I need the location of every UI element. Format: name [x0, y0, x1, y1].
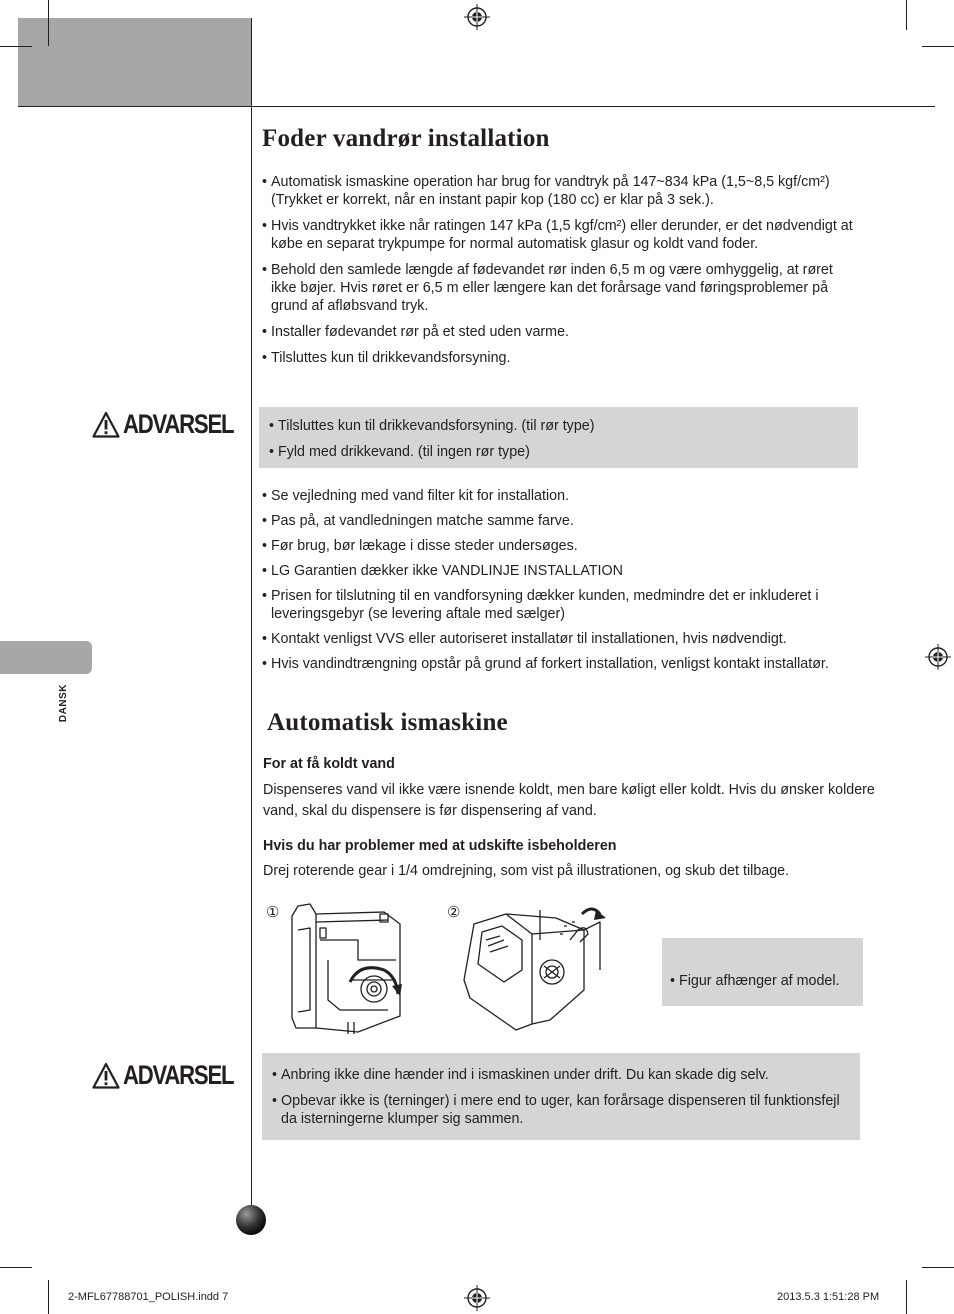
crop-mark: [922, 1267, 954, 1268]
list-item: • Automatisk ismaskine operation har brug for vandtryk på 147~834 kPa (1,5~8,5 kgf/cm²) (Trykket er korrekt, når en instant papir kop (180 cc) er klar på 3 sek.).: [262, 173, 877, 209]
list-item: • Fyld med drikkevand. (til ingen rør type): [269, 443, 848, 461]
list-item: • Hvis vandtrykket ikke når ratingen 147 kPa (1,5 kgf/cm²) eller derunder, er det nødvendigt at købe en separat trykpumpe for normal automatisk glasur og koldt vand foder.: [262, 217, 861, 253]
list-item: • Prisen for tilslutning til en vandforsyning dækker kunden, medmindre det er inkluderet i leveringsgebyr (se levering aftale med sælger): [262, 587, 872, 623]
warning-triangle-icon: [92, 411, 120, 439]
header-rule-left: [18, 106, 251, 107]
list-item: • Se vejledning med vand filter kit for installation.: [262, 487, 872, 505]
list-item: • Behold den samlede længde af fødevandet rør inden 6,5 m og være omhyggelig, at røret ikke bøjer. Hvis røret er 6,5 m eller længere kan det forårsage vand føringsproblemer på grund af afløbsvand tryk.: [262, 261, 851, 315]
list-item: • Hvis vandindtrængning opstår på grund af forkert installation, venligst kontakt installatør.: [262, 655, 831, 673]
warning-text: ADVARSEL: [123, 409, 234, 439]
warning-triangle-icon: [92, 1062, 120, 1090]
warning-box: [259, 407, 858, 468]
subheading: Hvis du har problemer med at udskifte isbeholderen: [263, 838, 617, 854]
header-gray-block: [18, 18, 251, 106]
footer-timestamp: 2013.5.3 1:51:28 PM: [777, 1291, 880, 1303]
list-item: • LG Garantien dækker ikke VANDLINJE INSTALLATION: [262, 562, 872, 580]
list-item: • Tilsluttes kun til drikkevandsforsyning. (til rør type): [269, 417, 848, 435]
install-notes-list: [262, 487, 872, 681]
language-tab: [0, 641, 92, 674]
section-title: Foder vandrør installation: [262, 125, 550, 152]
list-item: • Anbring ikke dine hænder ind i ismaskinen under drift. Du kan skade dig selv.: [272, 1066, 850, 1084]
column-divider: [251, 18, 252, 1234]
ice-bin-removal-illustration: [460, 900, 610, 1035]
list-item: • Tilsluttes kun til drikkevandsforsyning.: [262, 349, 877, 367]
crop-mark: [0, 46, 32, 47]
language-label: DANSK: [58, 684, 69, 723]
list-item: • Kontakt venligst VVS eller autoriseret installatør til installationen, hvis nødvendigt.: [262, 630, 872, 648]
crop-mark: [906, 0, 907, 30]
list-item: • Figur afhænger af model.: [670, 972, 855, 990]
ice-bin-gear-illustration: [288, 900, 413, 1035]
crop-mark: [906, 1280, 907, 1314]
list-item: • Installer fødevandet rør på et sted uden varme.: [262, 323, 877, 341]
crop-mark: [0, 1267, 32, 1268]
warning-list: [259, 407, 858, 461]
step-number: ①: [266, 904, 280, 921]
warning-list: [262, 1053, 860, 1128]
list-item: • Pas på, at vandledningen matche samme farve.: [262, 512, 872, 530]
paragraph: Drej roterende gear i 1/4 omdrejning, som vist på illustrationen, og skub det tilbage.: [263, 863, 790, 879]
list-item: • Opbevar ikke is (terninger) i mere end to uger, kan forårsage dispenseren til funktionsfejl da isterningerne klumper sig sammen.: [272, 1092, 850, 1128]
subheading: For at få koldt vand: [263, 756, 395, 772]
note-box: [662, 938, 863, 1006]
list-item: • Før brug, bør lækage i disse steder undersøges.: [262, 537, 872, 555]
install-bullet-list: [262, 173, 877, 375]
registration-mark-icon: [464, 1285, 490, 1311]
registration-mark-icon: [925, 644, 951, 670]
warning-box: [262, 1053, 860, 1140]
warning-label: [92, 1060, 258, 1091]
crop-mark: [48, 1280, 49, 1314]
section-title: Automatisk ismaskine: [267, 709, 508, 736]
warning-text: ADVARSEL: [123, 1060, 234, 1090]
warning-label: [92, 409, 258, 440]
header-rule: [251, 106, 935, 107]
footer-filename: 2-MFL67788701_POLISH.indd 7: [68, 1291, 229, 1303]
crop-mark: [48, 0, 49, 46]
step-number: ②: [447, 904, 461, 921]
page-number-dot: [236, 1205, 266, 1235]
crop-mark: [922, 46, 954, 47]
paragraph: Dispenseres vand vil ikke være isnende koldt, men bare køligt eller koldt. Hvis du ønsker koldere vand, skal du dispensere is før dispensering af vand.: [263, 782, 875, 819]
registration-mark-icon: [464, 4, 490, 30]
note-list: [662, 938, 863, 990]
